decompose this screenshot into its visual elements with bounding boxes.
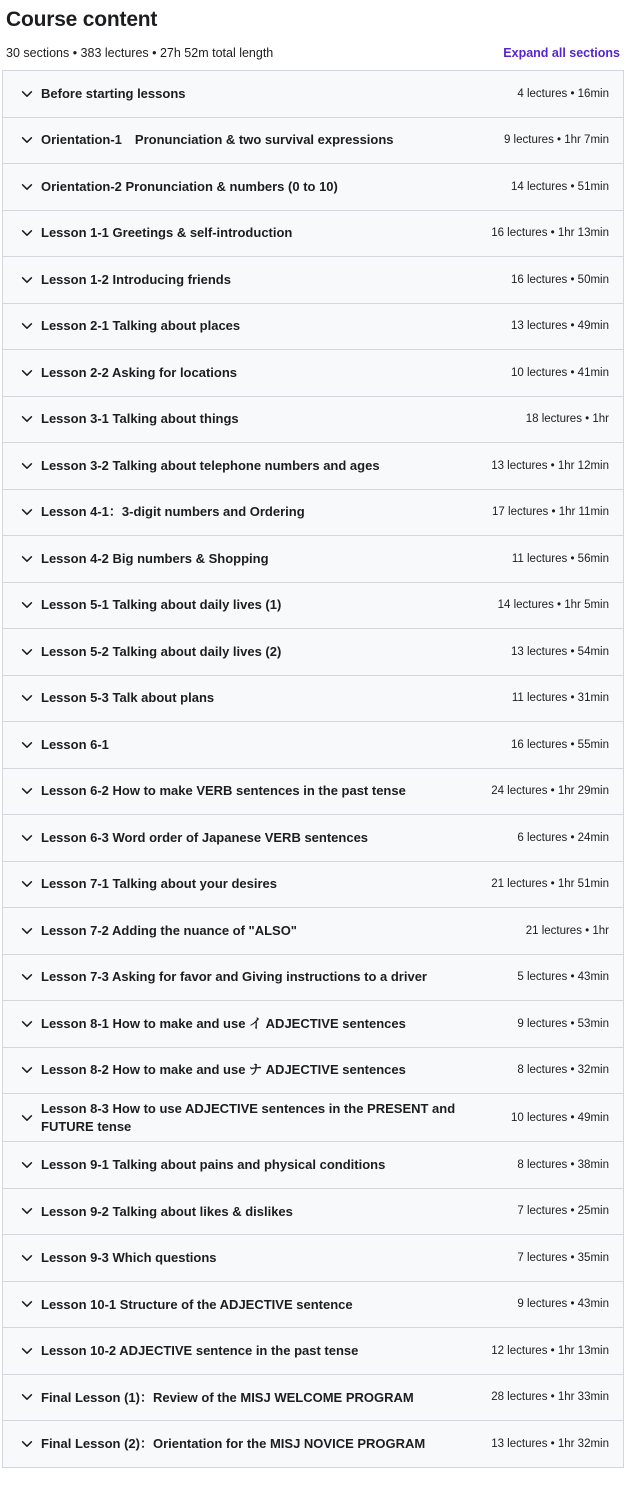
section-meta: 18 lectures • 1hr xyxy=(525,413,609,426)
section-title: Lesson 8-1 How to make and use イ ADJECTIVE sentences xyxy=(41,1015,406,1031)
section-meta: 13 lectures • 49min xyxy=(511,320,609,333)
section-meta: 14 lectures • 1hr 5min xyxy=(497,599,609,612)
sections-list xyxy=(2,70,624,1468)
page-title: Course content xyxy=(6,8,158,31)
section-meta: 13 lectures • 1hr 12min xyxy=(491,459,609,472)
section-title: Lesson 1-2 Introducing friends xyxy=(41,271,231,287)
chevron-down-icon[interactable] xyxy=(13,1390,41,1404)
chevron-down-icon[interactable] xyxy=(13,1297,41,1311)
section-title: Lesson 3-1 Talking about things xyxy=(41,411,239,427)
section-meta: 16 lectures • 55min xyxy=(511,738,609,751)
section-meta: 10 lectures • 49min xyxy=(511,1111,609,1124)
section-meta: 24 lectures • 1hr 29min xyxy=(491,785,609,798)
section-row[interactable] xyxy=(3,257,623,304)
section-row[interactable] xyxy=(3,350,623,397)
section-meta: 21 lectures • 1hr xyxy=(525,924,609,937)
chevron-down-icon[interactable] xyxy=(13,552,41,566)
section-title: Lesson 7-1 Talking about your desires xyxy=(41,876,277,892)
section-title: Orientation-1 Pronunciation & two survival expressions xyxy=(41,132,394,148)
section-meta: 10 lectures • 41min xyxy=(511,366,609,379)
section-meta: 13 lectures • 1hr 32min xyxy=(491,1437,609,1450)
section-meta: 9 lectures • 53min xyxy=(517,1017,609,1030)
chevron-down-icon[interactable] xyxy=(13,133,41,147)
section-row[interactable] xyxy=(3,1001,623,1048)
section-meta: 14 lectures • 51min xyxy=(511,180,609,193)
chevron-down-icon[interactable] xyxy=(13,738,41,752)
chevron-down-icon[interactable] xyxy=(13,87,41,101)
chevron-down-icon[interactable] xyxy=(13,691,41,705)
section-row[interactable] xyxy=(3,862,623,909)
chevron-down-icon[interactable] xyxy=(13,505,41,519)
section-title: Lesson 10-1 Structure of the ADJECTIVE sentence xyxy=(41,1296,353,1312)
section-row[interactable] xyxy=(3,815,623,862)
section-row[interactable] xyxy=(3,1328,623,1375)
section-title: Lesson 5-1 Talking about daily lives (1) xyxy=(41,597,282,613)
chevron-down-icon[interactable] xyxy=(13,1344,41,1358)
section-title: Lesson 7-3 Asking for favor and Giving instructions to a driver xyxy=(41,969,427,985)
chevron-down-icon[interactable] xyxy=(13,1063,41,1077)
section-row[interactable] xyxy=(3,211,623,258)
section-meta: 17 lectures • 1hr 11min xyxy=(492,506,609,519)
section-title: Lesson 6-1 xyxy=(41,736,109,752)
section-meta: 4 lectures • 16min xyxy=(517,87,609,100)
chevron-down-icon[interactable] xyxy=(13,366,41,380)
chevron-down-icon[interactable] xyxy=(13,924,41,938)
expand-all-sections-link[interactable]: Expand all sections xyxy=(503,46,620,60)
chevron-down-icon[interactable] xyxy=(13,1111,41,1125)
section-meta: 16 lectures • 1hr 13min xyxy=(491,227,609,240)
section-meta: 9 lectures • 1hr 7min xyxy=(503,134,609,147)
section-row[interactable] xyxy=(3,490,623,537)
chevron-down-icon[interactable] xyxy=(13,1251,41,1265)
section-row[interactable] xyxy=(3,1189,623,1236)
section-row[interactable] xyxy=(3,629,623,676)
section-title: Lesson 10-2 ADJECTIVE sentence in the past tense xyxy=(41,1343,359,1359)
section-meta: 6 lectures • 24min xyxy=(517,831,609,844)
chevron-down-icon[interactable] xyxy=(13,1437,41,1451)
section-row[interactable] xyxy=(3,443,623,490)
section-title: Lesson 5-2 Talking about daily lives (2) xyxy=(41,643,282,659)
section-row[interactable] xyxy=(3,769,623,816)
section-row[interactable] xyxy=(3,397,623,444)
section-row[interactable] xyxy=(3,722,623,769)
section-row[interactable] xyxy=(3,71,623,118)
course-summary-text: 30 sections • 383 lectures • 27h 52m total length xyxy=(6,46,274,60)
section-title: Lesson 1-1 Greetings & self-introduction xyxy=(41,225,293,241)
section-meta: 16 lectures • 50min xyxy=(511,273,609,286)
section-meta: 21 lectures • 1hr 51min xyxy=(491,878,609,891)
section-title: Lesson 4-1：3-digit numbers and Ordering xyxy=(41,504,305,520)
section-row[interactable] xyxy=(3,676,623,723)
chevron-down-icon[interactable] xyxy=(13,645,41,659)
section-title: Lesson 2-1 Talking about places xyxy=(41,318,241,334)
section-row[interactable] xyxy=(3,955,623,1002)
section-row[interactable] xyxy=(3,908,623,955)
chevron-down-icon[interactable] xyxy=(13,412,41,426)
section-title: Lesson 8-3 How to use ADJECTIVE sentences in the PRESENT and FUTURE tense xyxy=(41,1101,456,1134)
chevron-down-icon[interactable] xyxy=(13,226,41,240)
section-title: Lesson 5-3 Talk about plans xyxy=(41,690,215,706)
section-row[interactable] xyxy=(3,1142,623,1189)
chevron-down-icon[interactable] xyxy=(13,459,41,473)
section-meta: 5 lectures • 43min xyxy=(517,971,609,984)
chevron-down-icon[interactable] xyxy=(13,831,41,845)
section-title: Lesson 6-2 How to make VERB sentences in the past tense xyxy=(41,783,406,799)
section-row[interactable] xyxy=(3,1421,623,1468)
section-row[interactable] xyxy=(3,583,623,630)
section-title: Final Lesson (1)：Review of the MISJ WELCOME PROGRAM xyxy=(41,1389,414,1405)
section-meta: 28 lectures • 1hr 33min xyxy=(491,1391,609,1404)
chevron-down-icon[interactable] xyxy=(13,273,41,287)
section-meta: 11 lectures • 31min xyxy=(511,692,609,705)
section-title: Lesson 6-3 Word order of Japanese VERB sentences xyxy=(41,829,369,845)
section-title: Orientation-2 Pronunciation & numbers (0 to 10) xyxy=(41,178,338,194)
section-title: Lesson 9-2 Talking about likes & dislikes xyxy=(41,1203,293,1219)
section-title: Lesson 4-2 Big numbers & Shopping xyxy=(41,550,269,566)
section-meta: 9 lectures • 43min xyxy=(517,1298,609,1311)
section-row[interactable] xyxy=(3,164,623,211)
section-meta: 8 lectures • 32min xyxy=(517,1064,609,1077)
section-title: Lesson 7-2 Adding the nuance of "ALSO" xyxy=(41,922,297,938)
section-title: Lesson 3-2 Talking about telephone numbers and ages xyxy=(41,457,380,473)
chevron-down-icon[interactable] xyxy=(13,970,41,984)
section-row[interactable] xyxy=(3,1048,623,1095)
chevron-down-icon[interactable] xyxy=(13,598,41,612)
course-summary-row xyxy=(6,46,620,60)
section-title: Lesson 8-2 How to make and use ナ ADJECTIVE sentences xyxy=(41,1062,406,1078)
section-row[interactable] xyxy=(3,1282,623,1329)
section-title: Lesson 9-1 Talking about pains and physical conditions xyxy=(41,1157,386,1173)
chevron-down-icon[interactable] xyxy=(13,1017,41,1031)
section-row[interactable] xyxy=(3,536,623,583)
section-title: Before starting lessons xyxy=(41,85,186,101)
section-row[interactable] xyxy=(3,304,623,351)
section-row[interactable] xyxy=(3,1235,623,1282)
section-meta: 12 lectures • 1hr 13min xyxy=(491,1344,609,1357)
chevron-down-icon[interactable] xyxy=(13,784,41,798)
course-content-page xyxy=(0,8,626,1508)
section-meta: 7 lectures • 35min xyxy=(517,1251,609,1264)
section-meta: 8 lectures • 38min xyxy=(517,1158,609,1171)
section-title: Lesson 9-3 Which questions xyxy=(41,1250,217,1266)
section-title: Final Lesson (2)：Orientation for the MISJ NOVICE PROGRAM xyxy=(41,1436,426,1452)
chevron-down-icon[interactable] xyxy=(13,180,41,194)
section-meta: 13 lectures • 54min xyxy=(511,645,609,658)
chevron-down-icon[interactable] xyxy=(13,877,41,891)
section-meta: 7 lectures • 25min xyxy=(517,1205,609,1218)
section-title: Lesson 2-2 Asking for locations xyxy=(41,364,238,380)
section-row[interactable] xyxy=(3,118,623,165)
section-row[interactable] xyxy=(3,1094,623,1142)
chevron-down-icon[interactable] xyxy=(13,1204,41,1218)
section-row[interactable] xyxy=(3,1375,623,1422)
chevron-down-icon[interactable] xyxy=(13,319,41,333)
section-meta: 11 lectures • 56min xyxy=(511,552,609,565)
chevron-down-icon[interactable] xyxy=(13,1158,41,1172)
